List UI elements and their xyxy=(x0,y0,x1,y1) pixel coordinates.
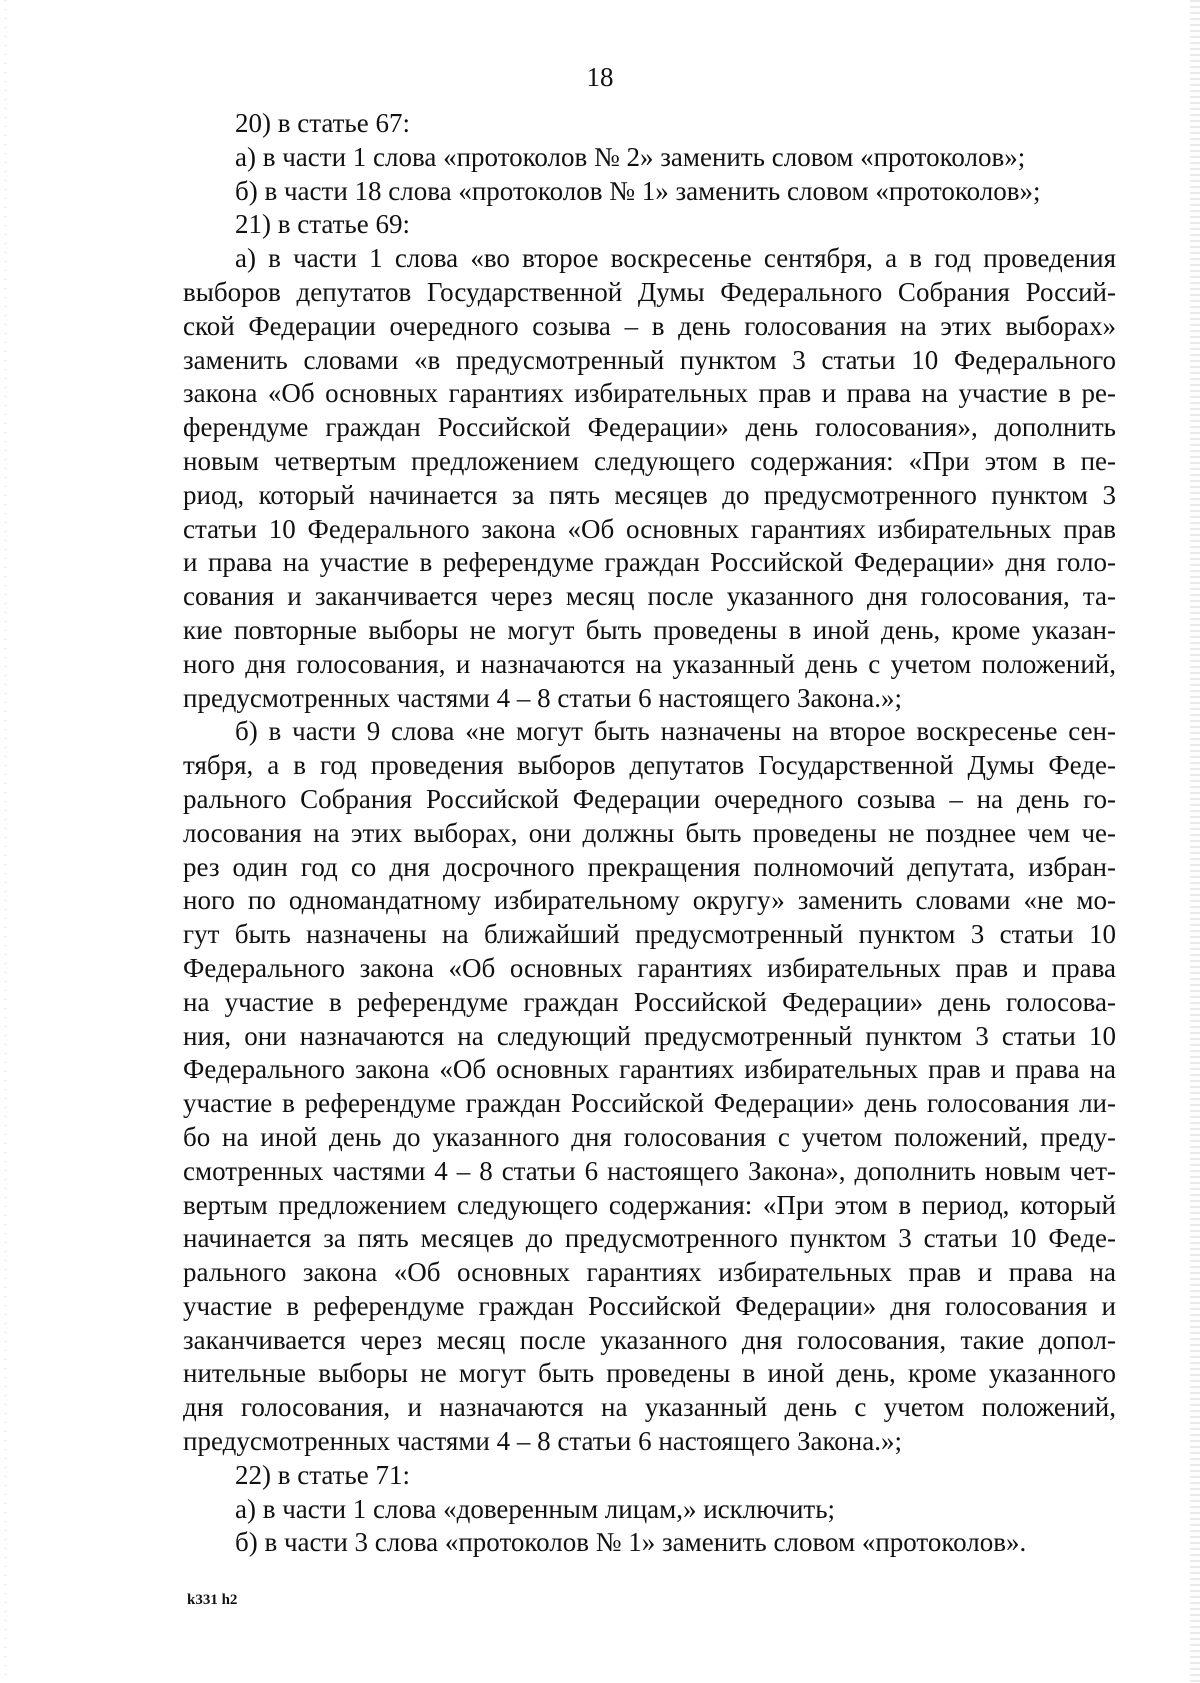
text-line: нительные выборы не могут быть проведены в иной день, кроме указанного xyxy=(183,1358,1116,1389)
text-line: ферендуме граждан Российской Федерации» день голосования», дополнить xyxy=(183,412,1116,443)
text-line: а) в части 1 слова «протоколов № 2» заменить словом «протоколов»; xyxy=(235,141,1026,172)
text-line: предусмотренных частями 4 – 8 статьи 6 настоящего Закона.»; xyxy=(183,682,902,713)
text-line: предусмотренных частями 4 – 8 статьи 6 настоящего Закона.»; xyxy=(183,1426,902,1457)
text-line: начинается за пять месяцев до предусмотренного пунктом 3 статьи 10 Феде- xyxy=(183,1223,1116,1254)
text-line: бо на иной день до указанного дня голосования с учетом положений, преду- xyxy=(183,1121,1116,1152)
text-line: лосования на этих выборах, они должны быть проведены не позднее чем че- xyxy=(183,817,1116,848)
text-line: смотренных частями 4 – 8 статьи 6 настоящего Закона», дополнить новым чет- xyxy=(183,1155,1116,1186)
text-line: участие в референдуме граждан Российской Федерации» день голосования ли- xyxy=(183,1088,1116,1119)
page-number: 18 xyxy=(586,62,614,92)
text-line: гут быть назначены на ближайший предусмотренный пунктом 3 статьи 10 xyxy=(183,919,1116,950)
text-line: б) в части 3 слова «протоколов № 1» заменить словом «протоколов». xyxy=(235,1527,1027,1558)
text-line: а) в части 1 слова «доверенным лицам,» исключить; xyxy=(235,1493,836,1524)
text-line: Федерального закона «Об основных гарантиях избирательных прав и права на xyxy=(183,1054,1116,1085)
text-line: рального Собрания Российской Федерации очередного созыва – на день го- xyxy=(183,783,1116,814)
scan-edge-right xyxy=(1190,0,1200,1683)
text-line: б) в части 18 слова «протоколов № 1» заменить словом «протоколов»; xyxy=(235,175,1041,206)
text-line: а) в части 1 слова «во второе воскресенье сентября, а в год проведения xyxy=(235,243,1116,274)
text-line: и права на участие в референдуме граждан Российской Федерации» дня голо- xyxy=(183,547,1116,578)
item-heading-22: 22) в статье 71: xyxy=(235,1459,410,1490)
text-line: закона «Об основных гарантиях избирательных прав и права на участие в ре- xyxy=(183,378,1116,409)
text-line: ния, они назначаются на следующий предусмотренный пунктом 3 статьи 10 xyxy=(183,1020,1116,1051)
footer-document-code: k331 h2 xyxy=(187,1592,238,1608)
text-line: сования и заканчивается через месяц после указанного дня голосования, та- xyxy=(183,581,1116,612)
text-line: новым четвертым предложением следующего содержания: «При этом в пе- xyxy=(183,445,1116,476)
text-line: Федерального закона «Об основных гарантиях избирательных прав и права xyxy=(183,952,1116,983)
item-heading-21: 21) в статье 69: xyxy=(235,209,410,240)
scan-edge-left xyxy=(4,0,7,1683)
text-line: ного по одномандатному избирательному округу» заменить словами «не мо- xyxy=(183,885,1116,916)
item-heading-20: 20) в статье 67: xyxy=(235,108,410,138)
text-line: рез один год со дня досрочного прекращения полномочий депутата, избран- xyxy=(183,851,1116,882)
text-line: ской Федерации очередного созыва – в день голосования на этих выборах» xyxy=(183,310,1116,341)
text-line: рального закона «Об основных гарантиях избирательных прав и права на xyxy=(183,1257,1116,1288)
text-line: заменить словами «в предусмотренный пунктом 3 статьи 10 Федерального xyxy=(183,344,1116,375)
text-line: тября, а в год проведения выборов депутатов Государственной Думы Феде- xyxy=(183,750,1116,781)
text-line: вертым предложением следующего содержания: «При этом в период, который xyxy=(183,1189,1116,1220)
text-line: статьи 10 Федерального закона «Об основных гарантиях избирательных прав xyxy=(183,513,1116,544)
text-line: дня голосования, и назначаются на указанный день с учетом положений, xyxy=(183,1392,1116,1423)
text-line: б) в части 9 слова «не могут быть назначены на второе воскресенье сен- xyxy=(235,716,1116,747)
text-line: выборов депутатов Государственной Думы Федерального Собрания Россий- xyxy=(183,276,1116,307)
text-line: ного дня голосования, и назначаются на указанный день с учетом положений, xyxy=(183,648,1116,679)
text-line: на участие в референдуме граждан Российской Федерации» день голосова- xyxy=(183,986,1116,1017)
document-body xyxy=(183,107,1116,1560)
text-line: риод, который начинается за пять месяцев до предусмотренного пунктом 3 xyxy=(183,479,1116,510)
text-line: заканчивается через месяц после указанного дня голосования, такие допол- xyxy=(183,1324,1116,1355)
text-line: участие в референдуме граждан Российской Федерации» дня голосования и xyxy=(183,1290,1116,1321)
text-line: кие повторные выборы не могут быть проведены в иной день, кроме указан- xyxy=(183,614,1116,645)
